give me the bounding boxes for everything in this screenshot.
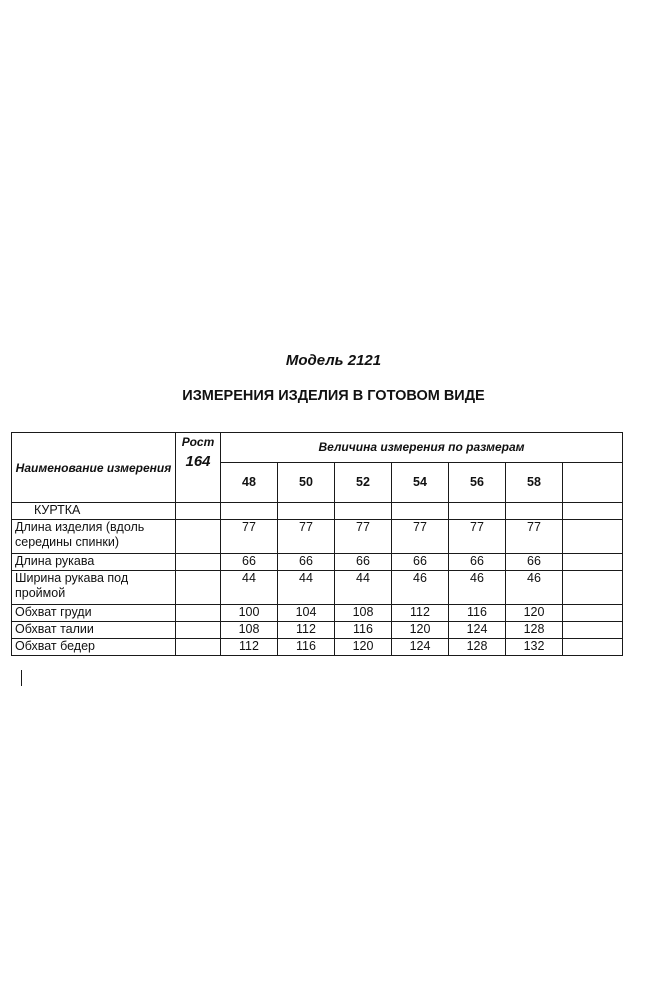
section-label: КУРТКА bbox=[12, 503, 176, 520]
table-row bbox=[12, 571, 623, 605]
measurement-name: Обхват груди bbox=[12, 605, 176, 622]
measurement-value: 66 bbox=[278, 554, 335, 571]
measurement-value: 77 bbox=[449, 520, 506, 554]
height-value: 164 bbox=[185, 453, 211, 470]
measurement-value: 128 bbox=[506, 622, 563, 639]
measurement-name: Длина изделия (вдоль середины спинки) bbox=[12, 520, 176, 554]
measurement-value: 112 bbox=[221, 639, 278, 656]
measurement-value: 77 bbox=[278, 520, 335, 554]
table-row bbox=[12, 520, 623, 554]
measurements-table bbox=[11, 432, 623, 656]
measurement-name: Обхват талии bbox=[12, 622, 176, 639]
size-header: 52 bbox=[335, 463, 392, 503]
table-row bbox=[12, 622, 623, 639]
measurement-value: 108 bbox=[335, 605, 392, 622]
height-header bbox=[176, 433, 221, 503]
measurement-value: 112 bbox=[278, 622, 335, 639]
text-cursor bbox=[21, 670, 22, 686]
measurement-value: 77 bbox=[335, 520, 392, 554]
measurement-value: 44 bbox=[335, 571, 392, 605]
measurement-value: 46 bbox=[506, 571, 563, 605]
size-header: 50 bbox=[278, 463, 335, 503]
measurement-value: 124 bbox=[449, 622, 506, 639]
measurement-name: Длина рукава bbox=[12, 554, 176, 571]
measurement-value: 44 bbox=[278, 571, 335, 605]
document-title: ИЗМЕРЕНИЯ ИЗДЕЛИЯ В ГОТОВОМ ВИДЕ bbox=[182, 388, 485, 404]
measurement-value: 124 bbox=[392, 639, 449, 656]
measurement-value: 120 bbox=[335, 639, 392, 656]
measurement-value: 108 bbox=[221, 622, 278, 639]
measurement-value: 46 bbox=[392, 571, 449, 605]
measurement-name: Ширина рукава под проймой bbox=[12, 571, 176, 605]
measurement-value: 120 bbox=[392, 622, 449, 639]
measurement-value: 77 bbox=[392, 520, 449, 554]
measurement-value: 66 bbox=[221, 554, 278, 571]
table-row bbox=[12, 554, 623, 571]
height-label: Рост bbox=[181, 435, 215, 449]
measurement-value: 116 bbox=[449, 605, 506, 622]
measurement-value: 116 bbox=[335, 622, 392, 639]
measurement-value: 66 bbox=[392, 554, 449, 571]
measurement-value: 77 bbox=[506, 520, 563, 554]
measurement-value: 66 bbox=[449, 554, 506, 571]
measurement-value: 104 bbox=[278, 605, 335, 622]
measurement-value: 77 bbox=[221, 520, 278, 554]
measurement-value: 44 bbox=[221, 571, 278, 605]
measurement-value: 112 bbox=[392, 605, 449, 622]
size-header: 48 bbox=[221, 463, 278, 503]
measurement-value: 100 bbox=[221, 605, 278, 622]
measurement-value: 46 bbox=[449, 571, 506, 605]
model-title: Модель 2121 bbox=[285, 352, 382, 369]
measurement-value: 116 bbox=[278, 639, 335, 656]
size-header: 58 bbox=[506, 463, 563, 503]
measurement-value: 66 bbox=[506, 554, 563, 571]
measurement-value: 132 bbox=[506, 639, 563, 656]
table-row bbox=[12, 639, 623, 656]
measurement-value: 128 bbox=[449, 639, 506, 656]
measurement-name: Обхват бедер bbox=[12, 639, 176, 656]
size-group-header: Величина измерения по размерам bbox=[221, 433, 623, 463]
measurement-value: 120 bbox=[506, 605, 563, 622]
name-header: Наименование измерения bbox=[12, 433, 176, 503]
size-header: 56 bbox=[449, 463, 506, 503]
empty-size-cell bbox=[563, 463, 623, 503]
measurement-value: 66 bbox=[335, 554, 392, 571]
section-row bbox=[12, 503, 623, 520]
table-row bbox=[12, 605, 623, 622]
size-header: 54 bbox=[392, 463, 449, 503]
